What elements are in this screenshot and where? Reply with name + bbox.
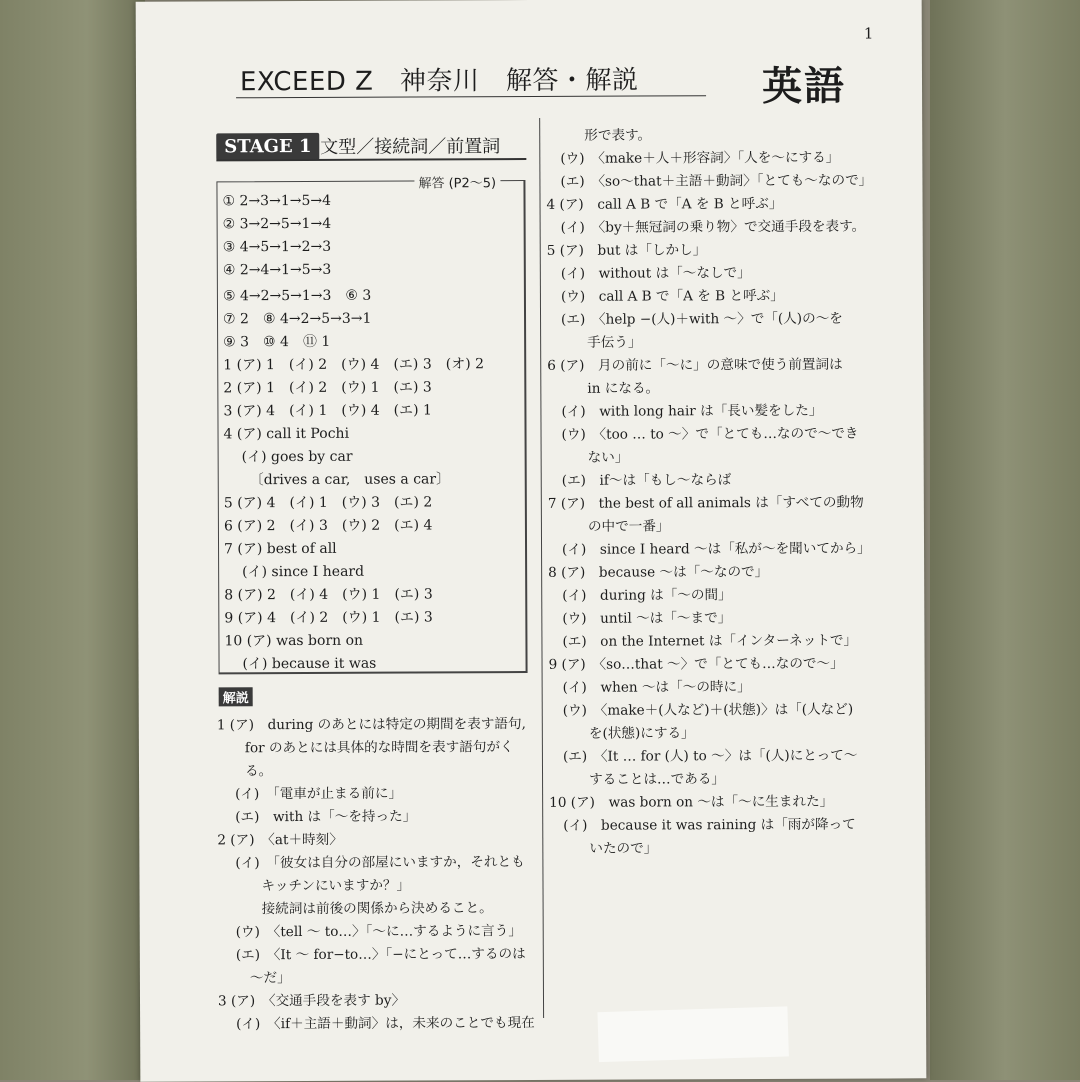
answer-line: (イ) goes by car: [241, 448, 353, 466]
explanation-line: (イ) 「電車が止まる前に」: [235, 785, 403, 803]
explanation-line: の中で一番」: [587, 518, 670, 535]
answer-line: 1 (ア) 1 (イ) 2 (ウ) 4 (エ) 3 (オ) 2: [223, 356, 485, 374]
explanation-line: 7 (ア) the best of all animals は「すべての動物: [547, 494, 864, 512]
answer-line: ② 3→2→5→1→4: [222, 215, 332, 233]
answer-line: ③ 4→5→1→2→3: [222, 238, 332, 256]
answer-line: 5 (ア) 4 (イ) 1 (ウ) 3 (エ) 2: [223, 494, 433, 512]
document-title: EXCEED Z 神奈川 解答・解説: [239, 65, 639, 98]
explanation-line: 形で表す。: [584, 127, 652, 144]
background-left: [0, 0, 145, 1080]
explanation-line: 接続詞は前後の関係から決めること。: [261, 900, 493, 918]
explanation-line: 2 (ア) 〈at＋時刻〉: [217, 831, 343, 849]
explanation-line: (エ) if〜は「もし〜ならば: [561, 472, 732, 489]
explanation-line: ない」: [587, 449, 629, 466]
answer-line: ⑨ 3 ⑩ 4 ⑪ 1: [223, 333, 331, 351]
background-right: [930, 0, 1080, 1080]
paper-sticker: [597, 1006, 788, 1062]
explanation-line: 〜だ」: [249, 970, 291, 987]
explanation-line: 手伝う」: [587, 334, 642, 351]
explanation-badge: 解説: [219, 687, 253, 706]
explanation-line: 10 (ア) was born on 〜は「〜に生まれた」: [549, 793, 834, 811]
answer-line: 8 (ア) 2 (イ) 4 (ウ) 1 (エ) 3: [224, 586, 433, 604]
explanation-line: (イ) because it was raining は「雨が降って: [563, 816, 856, 834]
explanation-line: (イ) 〈if＋主語＋動詞〉は，未来のことでも現在: [236, 1014, 535, 1033]
answer-line: (イ) because it was: [242, 655, 377, 673]
explanation-line: (ウ) 〈too … to 〜〉で「とても…なので〜でき: [561, 425, 859, 443]
explanation-line: (エ) with は「〜を持った」: [235, 808, 417, 826]
column-divider: [539, 118, 544, 1018]
explanation-line: (イ) 〈by＋無冠詞の乗り物〉で交通手段を表す。: [560, 218, 866, 236]
explanation-line: (エ) 〈so〜that＋主語＋動詞〉「とても〜なので」: [560, 172, 873, 190]
explanation-line: キッチンにいますか？」: [261, 877, 411, 895]
explanation-line: 3 (ア) 〈交通手段を表す by〉: [217, 992, 406, 1010]
explanation-line: る。: [244, 763, 273, 780]
explanation-line: 8 (ア) because 〜は「〜なので」: [548, 563, 769, 581]
answer-line: 〔drives a car, uses a car〕: [249, 471, 451, 489]
explanation-line: 6 (ア) 月の前に「〜に」の意味で使う前置詞は: [547, 356, 843, 374]
answer-line: 4 (ア) call it Pochi: [223, 425, 350, 443]
explanation-line: を(状態)にする」: [588, 725, 695, 742]
explanation-line: (ウ) until 〜は「〜まで」: [562, 610, 732, 627]
explanation-line: (イ) when 〜は「〜の時に」: [562, 679, 751, 696]
answer-sheet: [136, 0, 927, 1082]
answer-line: 10 (ア) was born on: [224, 632, 364, 650]
answer-line: ④ 2→4→1→5→3: [222, 261, 332, 279]
explanation-line: 4 (ア) call A B で「A を B と呼ぶ」: [546, 195, 783, 213]
explanation-line: (イ) since I heard 〜は「私が〜を聞いてから」: [562, 540, 871, 558]
answer-line: ⑤ 4→2→5→1→3 ⑥ 3: [222, 287, 372, 305]
stage-underline: [216, 158, 526, 161]
stage-badge: STAGE 1: [216, 133, 319, 160]
explanation-line: (イ) with long hair は「長い髪をした」: [561, 402, 823, 420]
explanation-line: 9 (ア) 〈so…that 〜〉で「とても…なので〜」: [548, 655, 844, 673]
subject-heading: 英語: [761, 63, 847, 110]
explanation-line: in になる。: [587, 380, 660, 397]
explanation-line: (イ) 「彼女は自分の部屋にいますか，それとも: [235, 854, 525, 872]
explanation-line: (エ) 〈help −(人)＋with 〜〉で「(人)の〜を: [561, 310, 843, 328]
explanation-line: することは…である」: [589, 771, 726, 788]
answer-line: 7 (ア) best of all: [224, 540, 337, 558]
explanation-line: (イ) during は「〜の間」: [562, 587, 732, 604]
explanation-line: (イ) without は「〜なしで」: [560, 265, 751, 282]
stage-title: 文型／接続詞／前置詞: [320, 136, 501, 158]
answer-line: 9 (ア) 4 (イ) 2 (ウ) 1 (エ) 3: [224, 609, 433, 627]
explanation-line: 1 (ア) during のあとには特定の期間を表す語句,: [216, 716, 526, 734]
answer-line: 2 (ア) 1 (イ) 2 (ウ) 1 (エ) 3: [223, 379, 432, 397]
answer-label: 解答 (P2〜5): [414, 172, 500, 191]
explanation-line: (エ) on the Internet は「インターネットで」: [562, 632, 858, 650]
answer-line: 3 (ア) 4 (イ) 1 (ウ) 4 (エ) 1: [223, 402, 432, 420]
explanation-line: (ウ) 〈tell 〜 to…〉「〜に…するように言う」: [235, 923, 522, 941]
explanation-line: (エ) 〈It 〜 for−to…〉「−にとって…するのは: [235, 946, 526, 964]
explanation-line: (ウ) 〈make＋(人など)＋(状態)〉は「(人など): [562, 701, 854, 719]
answer-line: ⑦ 2 ⑧ 4→2→5→3→1: [222, 310, 372, 328]
answer-line: (イ) since I heard: [242, 563, 365, 581]
explanation-line: (ウ) 〈make＋人＋形容詞〉「人を〜にする」: [560, 149, 840, 167]
explanation-line: (エ) 〈It … for (人) to 〜〉は「(人)にとって〜: [562, 747, 858, 765]
explanation-line: for のあとには具体的な時間を表す語句がく: [244, 739, 514, 757]
answer-line: 6 (ア) 2 (イ) 3 (ウ) 2 (エ) 4: [223, 517, 433, 535]
explanation-line: いたので」: [589, 840, 658, 857]
explanation-line: 5 (ア) but は「しかし」: [546, 242, 707, 259]
answer-line: ① 2→3→1→5→4: [222, 192, 332, 210]
page-number: 1: [863, 24, 874, 43]
explanation-line: (ウ) call A B で「A を B と呼ぶ」: [560, 287, 784, 305]
